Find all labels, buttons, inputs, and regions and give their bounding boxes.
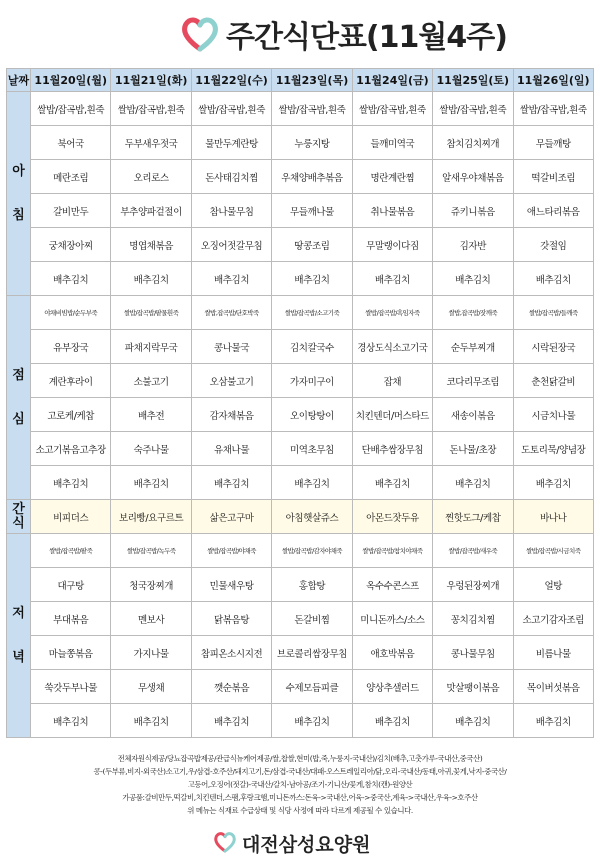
menu-cell: 쌀밥/잡곡밥/감자야채죽 bbox=[272, 534, 352, 568]
menu-cell: 야채비빔밥/순두부죽 bbox=[31, 296, 111, 330]
menu-cell: 쌀밥/잡곡밥,흰죽 bbox=[31, 92, 111, 126]
menu-cell: 배추김치 bbox=[352, 466, 432, 500]
weekly-menu-table bbox=[6, 68, 594, 738]
menu-cell: 콩나물무침 bbox=[433, 636, 513, 670]
menu-cell: 우렁된장찌개 bbox=[433, 568, 513, 602]
note-line: 가공품:갈비만두,떡갈비,치킨텐더,스팸,후랑크햄,미니돈까스:돈육->국내산,어육->중국산,계육->국내산,우육->호주산 bbox=[122, 793, 478, 802]
date-header: 11월25일(토) bbox=[433, 69, 513, 92]
menu-cell: 쌀밥/잡곡밥/소고기죽 bbox=[272, 296, 352, 330]
menu-cell: 쌀밥/잡곡밥,흰죽 bbox=[272, 92, 352, 126]
date-header-row bbox=[7, 69, 594, 92]
menu-cell: 배추김치 bbox=[111, 704, 191, 738]
facility-name: 대전삼성요양원 bbox=[242, 834, 371, 856]
menu-cell: 쌀밥/잡곡밥,흰죽 bbox=[513, 92, 593, 126]
menu-cell: 청국장찌개 bbox=[111, 568, 191, 602]
menu-row bbox=[7, 194, 594, 228]
menu-cell: 시금치나물 bbox=[513, 398, 593, 432]
menu-cell: 춘천닭갈비 bbox=[513, 364, 593, 398]
menu-row bbox=[7, 500, 594, 534]
menu-cell: 가자미구이 bbox=[272, 364, 352, 398]
meal-label-char: 심 bbox=[12, 411, 25, 427]
menu-cell: 무말랭이다짐 bbox=[352, 228, 432, 262]
menu-cell: 쌀밥/잡곡밥/새우죽 bbox=[433, 534, 513, 568]
menu-cell: 쌀밥/잡곡밥/시금치죽 bbox=[513, 534, 593, 568]
menu-cell: 북어국 bbox=[31, 126, 111, 160]
menu-cell: 꽁치김치찜 bbox=[433, 602, 513, 636]
date-header: 11월24일(금) bbox=[352, 69, 432, 92]
menu-cell: 새송이볶음 bbox=[433, 398, 513, 432]
menu-cell: 부추양파겉절이 bbox=[111, 194, 191, 228]
menu-cell: 배추김치 bbox=[272, 262, 352, 296]
menu-cell: 쥬키니볶음 bbox=[433, 194, 513, 228]
note-line: 콩-(두부류,비지-외국산)소고기,우/삼겹-호주산/돼지고기,돈/삼겹-국내산/대패-오스트레일리아/닭,오리-국내산/동태,아귀,꽃게,낙지-중국산/ bbox=[93, 767, 507, 776]
menu-cell: 배추김치 bbox=[272, 704, 352, 738]
menu-cell: 맛살팽이볶음 bbox=[433, 670, 513, 704]
menu-row bbox=[7, 126, 594, 160]
menu-cell: 갈비만두 bbox=[31, 194, 111, 228]
menu-cell: 배추김치 bbox=[31, 262, 111, 296]
page-title: 주간식단표(11월4주) bbox=[226, 20, 507, 55]
menu-cell: 도토리묵/양념장 bbox=[513, 432, 593, 466]
menu-cell: 시락된장국 bbox=[513, 330, 593, 364]
menu-cell: 애느타리볶음 bbox=[513, 194, 593, 228]
meal-label bbox=[7, 500, 31, 534]
menu-cell: 배추김치 bbox=[433, 262, 513, 296]
menu-cell: 명란계란찜 bbox=[352, 160, 432, 194]
menu-cell: 갓절임 bbox=[513, 228, 593, 262]
menu-cell: 배추김치 bbox=[31, 466, 111, 500]
menu-cell: 물만두계란탕 bbox=[191, 126, 271, 160]
menu-cell: 돈나물/초장 bbox=[433, 432, 513, 466]
menu-cell: 쌀밥/잡곡밥/들깨죽 bbox=[513, 296, 593, 330]
menu-cell: 김자반 bbox=[433, 228, 513, 262]
menu-row bbox=[7, 704, 594, 738]
menu-cell: 궁채장아찌 bbox=[31, 228, 111, 262]
meal-label-char: 침 bbox=[12, 207, 25, 223]
menu-cell: 쌀밥/잡곡밥/팥물흰죽 bbox=[111, 296, 191, 330]
note-line: 고등어,오징어(젓갈)-국내산/갈치-남아공/조기-기니산/꽃게,참치(캔)-원양산 bbox=[187, 780, 413, 789]
menu-cell: 쌀밥/잡곡밥/팥죽 bbox=[31, 534, 111, 568]
menu-cell: 소불고기 bbox=[111, 364, 191, 398]
menu-cell: 바나나 bbox=[513, 500, 593, 534]
menu-cell: 배추김치 bbox=[191, 466, 271, 500]
menu-cell: 비피더스 bbox=[31, 500, 111, 534]
menu-cell: 수제모듬피클 bbox=[272, 670, 352, 704]
menu-cell: 코다리무조림 bbox=[433, 364, 513, 398]
menu-cell: 쌀밥/잡곡밥,흰죽 bbox=[111, 92, 191, 126]
menu-cell: 파채지락무국 bbox=[111, 330, 191, 364]
menu-cell: 삶은고구마 bbox=[191, 500, 271, 534]
menu-cell: 배추김치 bbox=[111, 262, 191, 296]
menu-cell: 대구탕 bbox=[31, 568, 111, 602]
menu-cell: 숙주나물 bbox=[111, 432, 191, 466]
origin-notes bbox=[0, 752, 600, 817]
date-header-label: 날짜 bbox=[7, 69, 31, 92]
menu-cell: 닭볶음탕 bbox=[191, 602, 271, 636]
menu-cell: 양상추샐러드 bbox=[352, 670, 432, 704]
date-header: 11월23일(목) bbox=[272, 69, 352, 92]
menu-cell: 유부장국 bbox=[31, 330, 111, 364]
menu-cell: 목이버섯볶음 bbox=[513, 670, 593, 704]
menu-cell: 쌀밥,잡곡밥/잣깨죽 bbox=[433, 296, 513, 330]
menu-cell: 돈갈비찜 bbox=[272, 602, 352, 636]
menu-cell: 보리빵/요구르트 bbox=[111, 500, 191, 534]
menu-row bbox=[7, 534, 594, 568]
menu-cell: 쌀밥/잡곡밥,흰죽 bbox=[352, 92, 432, 126]
menu-cell: 잡채 bbox=[352, 364, 432, 398]
menu-cell: 배추김치 bbox=[191, 262, 271, 296]
menu-row bbox=[7, 466, 594, 500]
menu-cell: 배추김치 bbox=[352, 704, 432, 738]
menu-row bbox=[7, 364, 594, 398]
menu-cell: 배추김치 bbox=[111, 466, 191, 500]
menu-row bbox=[7, 262, 594, 296]
menu-cell: 소고기볶음고추장 bbox=[31, 432, 111, 466]
meal-label bbox=[7, 296, 31, 500]
menu-row bbox=[7, 228, 594, 262]
menu-cell: 고로케/케찹 bbox=[31, 398, 111, 432]
menu-cell: 찐핫도그/케찹 bbox=[433, 500, 513, 534]
meal-label-char: 저 bbox=[12, 605, 25, 621]
page-header bbox=[0, 0, 600, 68]
menu-cell: 배추김치 bbox=[513, 466, 593, 500]
menu-cell: 단배추쌈장무침 bbox=[352, 432, 432, 466]
page-footer bbox=[0, 828, 600, 858]
menu-cell: 마늘쫑볶음 bbox=[31, 636, 111, 670]
menu-cell: 취나물볶음 bbox=[352, 194, 432, 228]
meal-label bbox=[7, 534, 31, 738]
menu-cell: 오삼불고기 bbox=[191, 364, 271, 398]
menu-cell: 땅콩조림 bbox=[272, 228, 352, 262]
menu-cell: 깻순볶음 bbox=[191, 670, 271, 704]
meal-label bbox=[7, 92, 31, 296]
meal-label-char: 식 bbox=[12, 515, 25, 531]
menu-cell: 얼탕 bbox=[513, 568, 593, 602]
menu-cell: 멘보사 bbox=[111, 602, 191, 636]
menu-cell: 가지나물 bbox=[111, 636, 191, 670]
menu-cell: 쌀밥/잡곡밥/흑임자죽 bbox=[352, 296, 432, 330]
menu-cell: 민물새우탕 bbox=[191, 568, 271, 602]
menu-cell: 들깨미역국 bbox=[352, 126, 432, 160]
menu-cell: 순두부찌개 bbox=[433, 330, 513, 364]
menu-cell: 알새우야채볶음 bbox=[433, 160, 513, 194]
menu-cell: 콩나물국 bbox=[191, 330, 271, 364]
meal-label-char: 간 bbox=[12, 501, 25, 517]
menu-cell: 쌀밥/잡곡밥,흰죽 bbox=[191, 92, 271, 126]
meal-label-char: 점 bbox=[12, 367, 25, 383]
menu-cell: 배추김치 bbox=[31, 704, 111, 738]
note-line: 위 메뉴는 식재료 수급상태 및 식당 사정에 따라 다르게 제공될 수 있습니다. bbox=[187, 806, 413, 815]
date-header-sunday: 11월26일(일) bbox=[513, 69, 593, 92]
menu-cell: 애호박볶음 bbox=[352, 636, 432, 670]
menu-cell: 아몬드잣두유 bbox=[352, 500, 432, 534]
menu-cell: 배추김치 bbox=[433, 704, 513, 738]
menu-cell: 경상도식소고기국 bbox=[352, 330, 432, 364]
menu-cell: 치킨텐더/머스타드 bbox=[352, 398, 432, 432]
note-line: 전체자원식제공/당뇨잡곡밥제공/관급식뉴케어제공/쌀,찹쌀,현미(밥,죽,누룽지-국내산)/김치(배추,고춧가루-국내산,중국산) bbox=[117, 754, 483, 763]
menu-cell: 쌀밥/잡곡밥/녹두죽 bbox=[111, 534, 191, 568]
date-header: 11월21일(화) bbox=[111, 69, 191, 92]
menu-cell: 쑥갓두부나물 bbox=[31, 670, 111, 704]
menu-cell: 쌀밥/잡곡밥/참치야채죽 bbox=[352, 534, 432, 568]
menu-cell: 배추김치 bbox=[272, 466, 352, 500]
menu-cell: 계란후라이 bbox=[31, 364, 111, 398]
menu-cell: 배추김치 bbox=[513, 262, 593, 296]
menu-cell: 유채나물 bbox=[191, 432, 271, 466]
menu-cell: 배추김치 bbox=[433, 466, 513, 500]
menu-row bbox=[7, 670, 594, 704]
menu-cell: 부대볶음 bbox=[31, 602, 111, 636]
menu-cell: 오이탕탕이 bbox=[272, 398, 352, 432]
menu-cell: 돈사태김치찜 bbox=[191, 160, 271, 194]
menu-cell: 참나물무침 bbox=[191, 194, 271, 228]
menu-cell: 옥수수콘스프 bbox=[352, 568, 432, 602]
menu-row bbox=[7, 330, 594, 364]
menu-cell: 떡갈비조림 bbox=[513, 160, 593, 194]
menu-cell: 아침햇살쥬스 bbox=[272, 500, 352, 534]
menu-cell: 쌀밥/잡곡밥,흰죽 bbox=[433, 92, 513, 126]
date-header: 11월22일(수) bbox=[191, 69, 271, 92]
menu-cell: 두부새우젓국 bbox=[111, 126, 191, 160]
menu-row bbox=[7, 296, 594, 330]
menu-cell: 무생채 bbox=[111, 670, 191, 704]
menu-row bbox=[7, 160, 594, 194]
date-header: 11월20일(월) bbox=[31, 69, 111, 92]
menu-row bbox=[7, 568, 594, 602]
menu-cell: 홍합탕 bbox=[272, 568, 352, 602]
menu-cell: 우채양배추볶음 bbox=[272, 160, 352, 194]
heart-logo-icon bbox=[213, 830, 237, 854]
menu-row bbox=[7, 636, 594, 670]
menu-row bbox=[7, 432, 594, 466]
menu-cell: 김치칼국수 bbox=[272, 330, 352, 364]
menu-cell: 무들깨나물 bbox=[272, 194, 352, 228]
meal-label-char: 아 bbox=[12, 163, 25, 179]
menu-cell: 소고기감자조림 bbox=[513, 602, 593, 636]
menu-cell: 쌀밥,잡곡밥/단호박죽 bbox=[191, 296, 271, 330]
menu-cell: 배추김치 bbox=[513, 704, 593, 738]
menu-cell: 참치김치찌개 bbox=[433, 126, 513, 160]
menu-cell: 감자채볶음 bbox=[191, 398, 271, 432]
heart-logo-icon bbox=[180, 14, 220, 54]
menu-cell: 브로콜리쌈장무침 bbox=[272, 636, 352, 670]
menu-cell: 미역초무침 bbox=[272, 432, 352, 466]
menu-cell: 누룽지탕 bbox=[272, 126, 352, 160]
menu-cell: 메란조림 bbox=[31, 160, 111, 194]
menu-body bbox=[7, 92, 594, 738]
menu-cell: 미니돈까스/소스 bbox=[352, 602, 432, 636]
menu-cell: 비름나물 bbox=[513, 636, 593, 670]
menu-cell: 오리로스 bbox=[111, 160, 191, 194]
meal-label-char: 녁 bbox=[12, 649, 25, 665]
menu-cell: 참피온소시지전 bbox=[191, 636, 271, 670]
menu-cell: 명엽채볶음 bbox=[111, 228, 191, 262]
menu-cell: 배추김치 bbox=[191, 704, 271, 738]
menu-row bbox=[7, 92, 594, 126]
menu-row bbox=[7, 602, 594, 636]
menu-cell: 쌀밥/잡곡밥/야채죽 bbox=[191, 534, 271, 568]
menu-cell: 배추김치 bbox=[352, 262, 432, 296]
menu-cell: 배추전 bbox=[111, 398, 191, 432]
menu-row bbox=[7, 398, 594, 432]
menu-cell: 무들깨탕 bbox=[513, 126, 593, 160]
menu-cell: 오징어젓갈무침 bbox=[191, 228, 271, 262]
